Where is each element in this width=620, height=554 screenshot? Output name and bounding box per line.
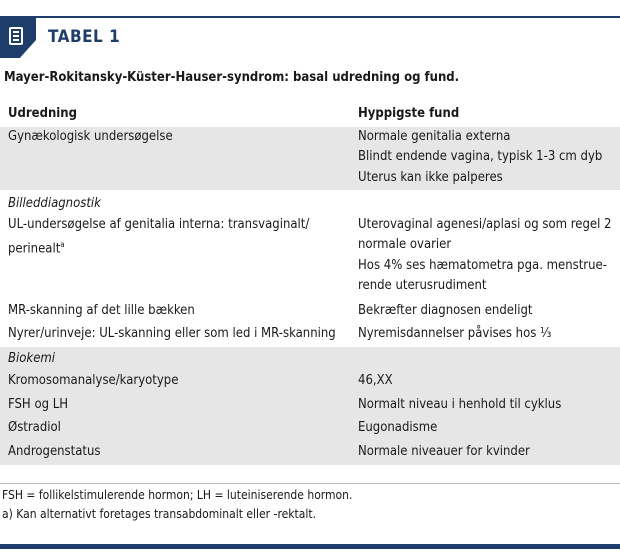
row-label: Nyrer/urinveje: UL-skanning eller som led i MR-skanning	[8, 326, 336, 341]
section-label: Biokemi	[8, 350, 56, 366]
row-findings	[350, 127, 620, 189]
table-row	[0, 127, 620, 191]
row-label: Androgenstatus	[8, 443, 101, 459]
row-finding: Normalt niveau i henhold til cyklus	[358, 396, 562, 412]
row-finding: Nyremisdannelser påvises hos ⅓	[358, 326, 552, 341]
table-row	[0, 321, 620, 347]
row-label: MR-skanning af det lille bækken	[8, 302, 195, 318]
row-label: UL-undersøgelse af genitalia interna: transvaginalt/ perinealt$^a$	[8, 216, 310, 257]
row-label: Østradiol	[8, 420, 61, 435]
table-row	[0, 215, 620, 299]
finding-line: Uterus kan ikke palperes	[358, 169, 503, 185]
table-row	[0, 395, 620, 419]
row-finding: Bekræfter diagnosen endeligt	[358, 302, 533, 318]
table-caption: Mayer-Rokitansky-Küster-Hauser-syndrom: basal udredning og fund.	[4, 70, 460, 85]
top-rule	[0, 16, 620, 18]
document-icon	[9, 27, 23, 45]
footnote-abbreviations: FSH = follikelstimulerende hormon; LH = luteiniserende hormon.	[2, 488, 353, 502]
table-row	[0, 442, 620, 466]
row-label: Kromosomanalyse/karyotype	[8, 373, 179, 388]
bottom-rule	[0, 544, 620, 549]
finding-line: Uterovaginal agenesi/aplasi og som regel 2	[358, 216, 612, 232]
footnote-a: a) Kan alternativt foretages transabdominalt eller -rektalt.	[2, 507, 317, 521]
row-findings	[350, 215, 620, 297]
section-row-biokemi	[0, 347, 620, 372]
finding-line: normale ovarier	[358, 237, 452, 252]
row-finding: 46,XX	[358, 373, 393, 388]
header-hyppigste-fund: Hyppigste fund	[358, 106, 460, 121]
footnote-marker: a	[60, 240, 65, 249]
row-label: FSH og LH	[8, 396, 69, 412]
table-header-row	[0, 104, 620, 127]
header-udredning: Udredning	[8, 106, 77, 121]
table-row	[0, 371, 620, 395]
table-label: TABEL 1	[48, 27, 121, 47]
table-row	[0, 418, 620, 442]
finding-line: Hos 4% ses hæmatometra pga. menstrue-	[358, 257, 607, 273]
section-label: Billeddiagnostik	[8, 196, 101, 211]
row-finding: Eugonadisme	[358, 420, 438, 435]
finding-line: Normale genitalia externa	[358, 128, 511, 144]
section-row-billeddiagnostik	[0, 190, 620, 215]
row-label: Gynækologisk undersøgelse	[8, 128, 173, 144]
finding-line: rende uterusrudiment	[358, 278, 487, 293]
row-finding: Normale niveauer for kvinder	[358, 443, 530, 459]
table-row	[0, 299, 620, 322]
footnotes	[0, 483, 620, 524]
finding-line: Blindt endende vagina, typisk 1-3 cm dyb	[358, 149, 603, 164]
footnote-divider	[0, 483, 620, 484]
data-table	[0, 104, 620, 465]
